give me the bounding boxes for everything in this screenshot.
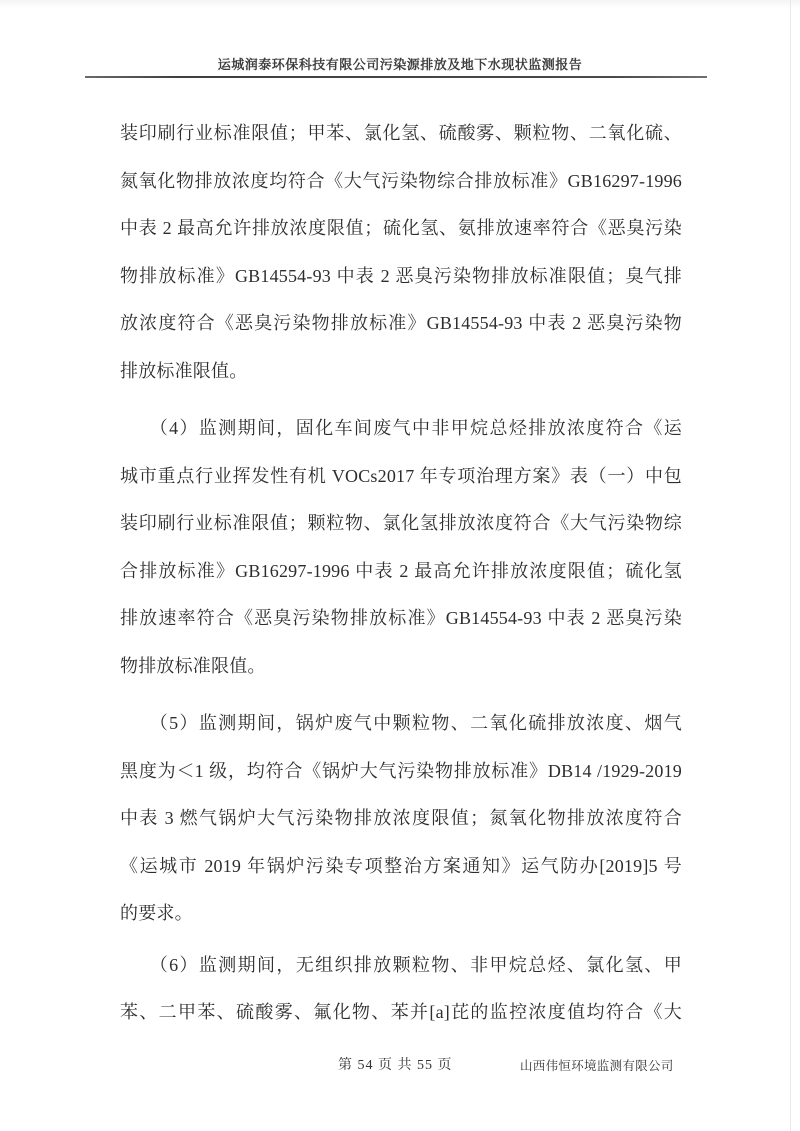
text-line: 物排放标准》GB14554-93 中表 2 恶臭污染物排放标准限值；臭气排 [120,265,682,286]
text-line: 中表 2 最高允许排放浓度限值；硫化氢、氨排放速率符合《恶臭污染 [120,218,682,238]
footer-page-number: 第 54 页 共 55 页 [338,1058,453,1073]
text-line: 黑度为＜1 级，均符合《锅炉大气污染物排放标准》DB14 /1929-2019 [120,760,682,781]
footer-company-name: 山西伟恒环境监测有限公司 [520,1059,674,1073]
text-line: 合排放标准》GB16297-1996 中表 2 最高允许排放浓度限值；硫化氢 [120,560,682,581]
text-line: （4）监测期间，固化车间废气中非甲烷总烃排放浓度符合《运 [120,418,682,438]
document-body [120,110,682,1037]
paragraph [120,110,682,395]
scan-top-edge-artifact [0,0,800,8]
text-line: 的要求。 [120,903,193,923]
text-line: 装印刷行业标准限值；颗粒物、氯化氢排放浓度符合《大气污染物综 [120,513,682,533]
text-line: 放浓度符合《恶臭污染物排放标准》GB14554-93 中表 2 恶臭污染物 [120,313,682,333]
text-line: 城市重点行业挥发性有机 VOCs2017 年专项治理方案》表（一）中包 [120,465,682,486]
report-header-title: 运城润泰环保科技有限公司污染源排放及地下水现状监测报告 [217,57,583,72]
text-line: 装印刷行业标准限值；甲苯、氯化氢、硫酸雾、颗粒物、二氧化硫、 [120,123,682,143]
paragraph [120,700,682,938]
header-divider-line [85,76,707,78]
paragraph [120,405,682,690]
text-line: 氮氧化物排放浓度均符合《大气污染物综合排放标准》GB16297-1996 [120,170,682,191]
text-line: 排放标准限值。 [120,360,248,381]
text-line: （6）监测期间，无组织排放颗粒物、非甲烷总烃、氯化氢、甲 [120,954,682,975]
text-line: 排放速率符合《恶臭污染物排放标准》GB14554-93 中表 2 恶臭污染 [120,608,682,628]
text-line: 物排放标准限值。 [120,655,266,676]
text-line: 中表 3 燃气锅炉大气污染物排放浓度限值；氮氧化物排放浓度符合 [120,808,682,828]
paragraph [120,942,682,1037]
text-line: 《运城市 2019 年锅炉污染专项整治方案通知》运气防办[2019]5 号 [120,855,682,876]
scan-right-edge-artifact [790,0,791,1131]
text-line: 苯、二甲苯、硫酸雾、氟化物、苯并[a]芘的监控浓度值均符合《大 [120,1002,682,1022]
text-line: （5）监测期间，锅炉废气中颗粒物、二氧化硫排放浓度、烟气 [120,713,682,733]
